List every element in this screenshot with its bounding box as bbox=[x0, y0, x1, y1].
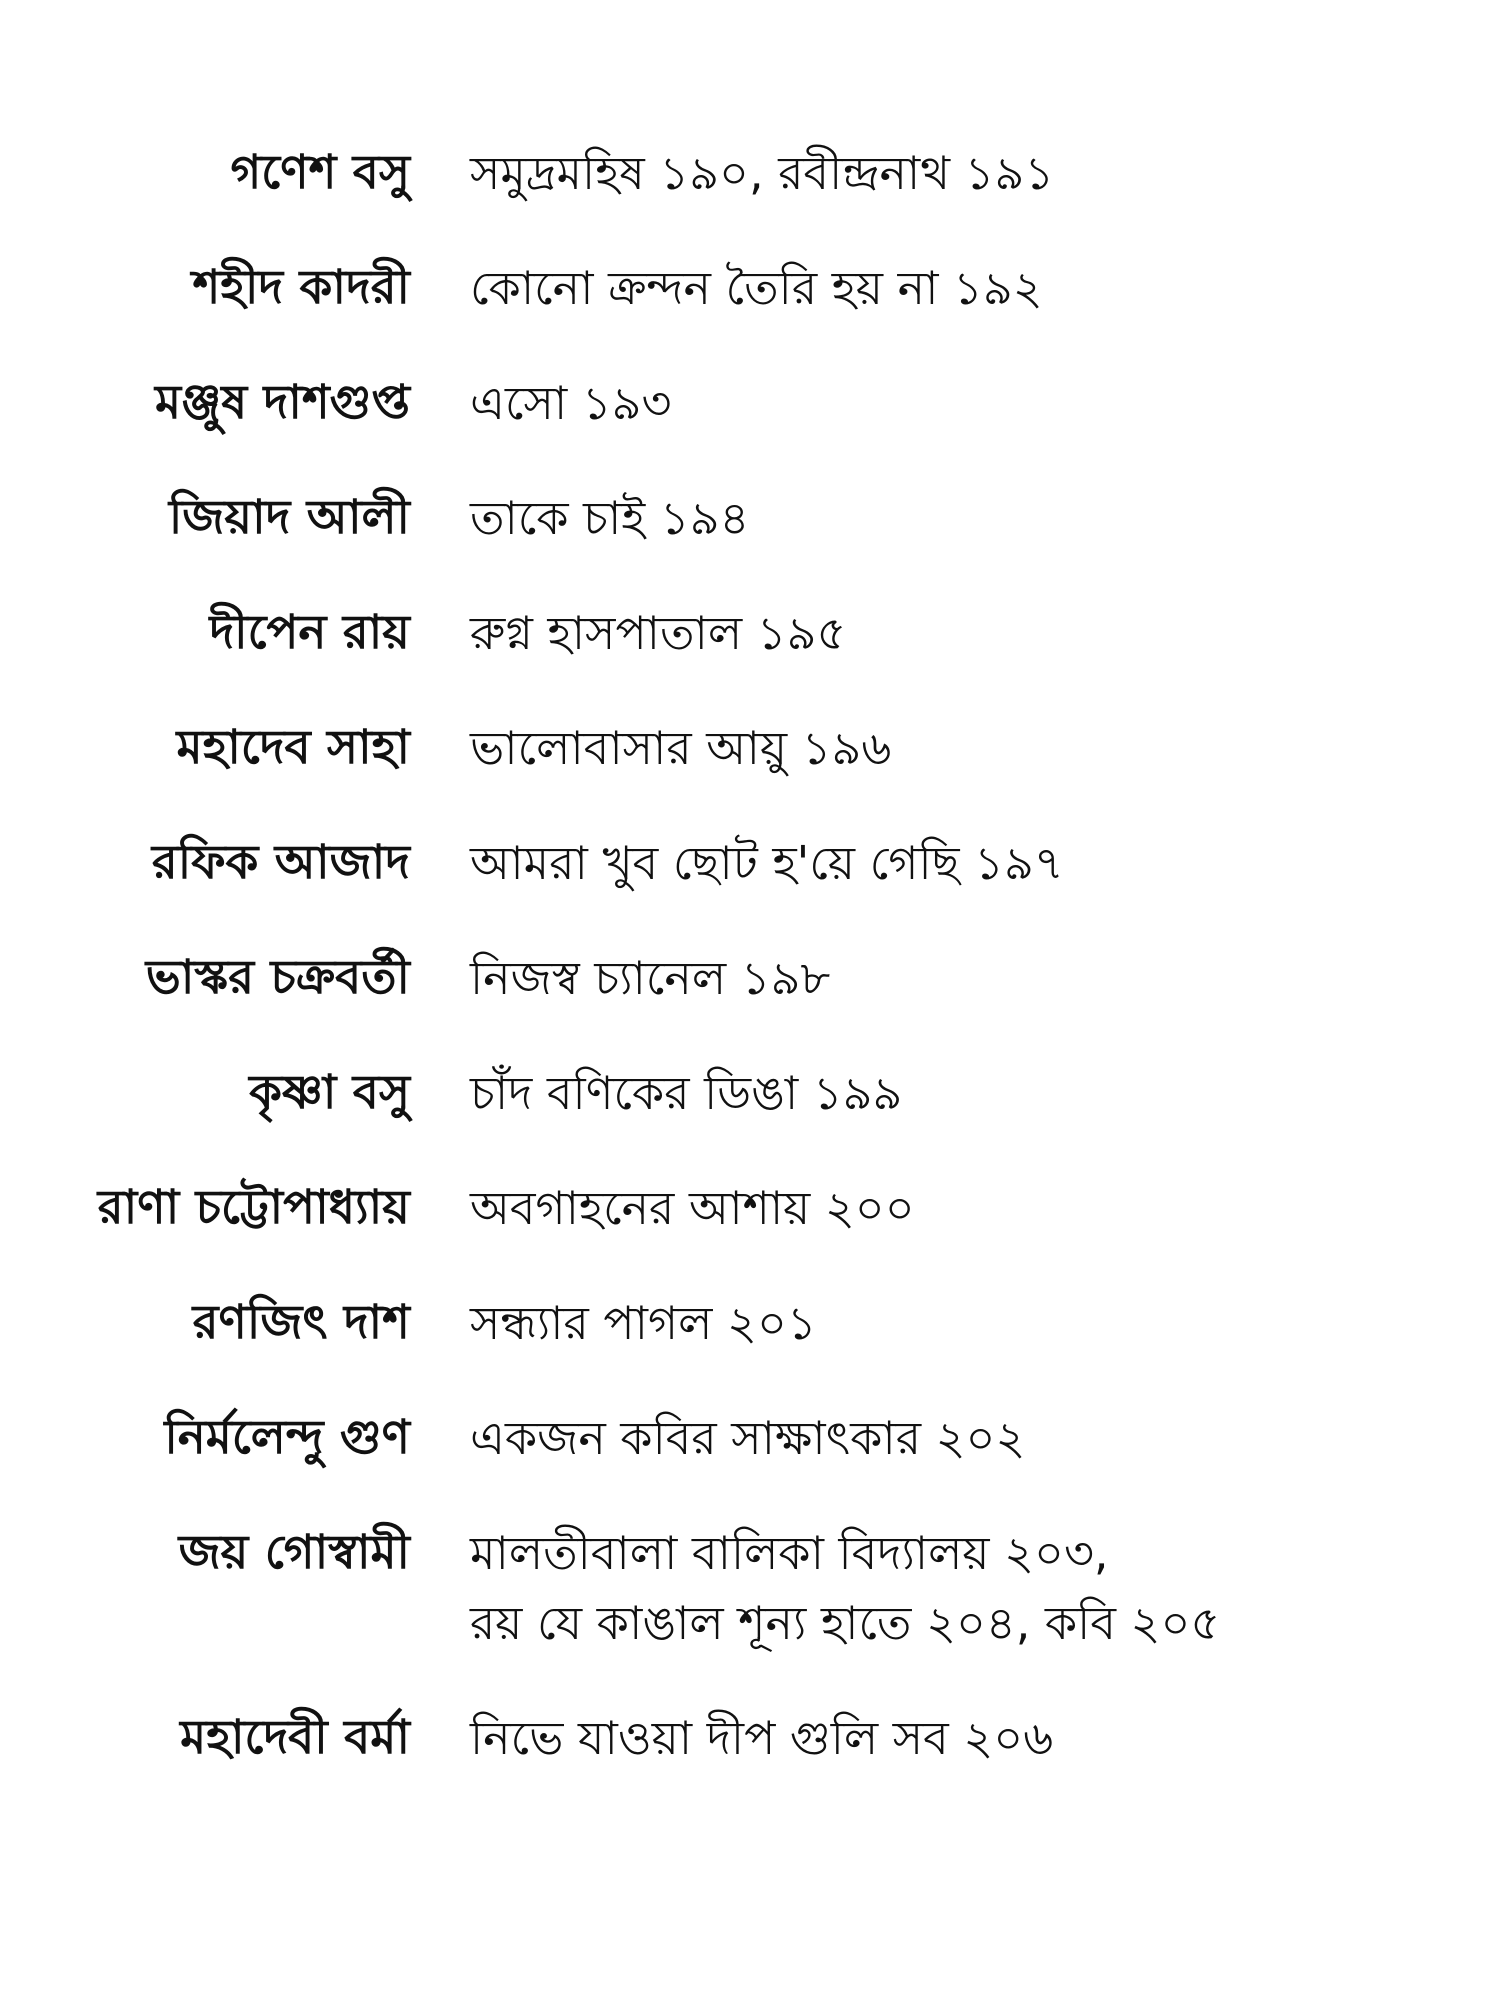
poem-line: সমুদ্রমহিষ ১৯০, রবীন্দ্রনাথ ১৯১ bbox=[470, 146, 1055, 200]
author-name: মঞ্জুষ দাশগুপ্ত bbox=[155, 375, 410, 430]
author-name: ভাস্কর চক্রবর্তী bbox=[145, 950, 410, 1005]
table-of-contents bbox=[0, 138, 1500, 1818]
poem-list bbox=[470, 1703, 1500, 1773]
author-name: জিয়াদ আলী bbox=[168, 490, 410, 545]
author-name: নির্মলেন্দু গুণ bbox=[164, 1410, 410, 1465]
toc-entry bbox=[0, 1403, 1500, 1518]
toc-entry bbox=[0, 943, 1500, 1058]
poem-line: মালতীবালা বালিকা বিদ্যালয় ২০৩, bbox=[470, 1526, 1109, 1580]
poem-line: তাকে চাই ১৯৪ bbox=[470, 491, 750, 545]
poem-line: নিভে যাওয়া দীপ গুলি সব ২০৬ bbox=[470, 1711, 1054, 1765]
author-name: কৃষ্ণা বসু bbox=[249, 1065, 410, 1120]
poem-list bbox=[470, 1403, 1500, 1473]
toc-entry bbox=[0, 828, 1500, 943]
author-name: জয় গোস্বামী bbox=[178, 1525, 410, 1580]
poem-list bbox=[470, 253, 1500, 323]
poem-line: এসো ১৯৩ bbox=[470, 376, 672, 430]
poem-line: নিজস্ব চ্যানেল ১৯৮ bbox=[470, 951, 831, 1005]
poem-line: চাঁদ বণিকের ডিঙা ১৯৯ bbox=[470, 1066, 903, 1120]
toc-entry bbox=[0, 1058, 1500, 1173]
toc-entry bbox=[0, 1703, 1500, 1818]
toc-entry bbox=[0, 1288, 1500, 1403]
poem-line: রুগ্ন হাসপাতাল ১৯৫ bbox=[470, 606, 847, 660]
poem-line: ভালোবাসার আয়ু ১৯৬ bbox=[470, 721, 892, 775]
poem-line: একজন কবির সাক্ষাৎকার ২০২ bbox=[470, 1411, 1026, 1465]
author-name: মহাদেব সাহা bbox=[176, 720, 410, 775]
toc-entry bbox=[0, 1173, 1500, 1288]
poem-list bbox=[470, 483, 1500, 553]
author-name: রফিক আজাদ bbox=[151, 835, 410, 890]
poem-line: আমরা খুব ছোট হ'য়ে গেছি ১৯৭ bbox=[470, 836, 1064, 890]
toc-entry bbox=[0, 253, 1500, 368]
poem-line: রয় যে কাঙাল শূন্য হাতে ২০৪, কবি ২০৫ bbox=[470, 1596, 1221, 1650]
toc-entry bbox=[0, 598, 1500, 713]
poem-list bbox=[470, 828, 1500, 898]
poem-list bbox=[470, 943, 1500, 1013]
author-name: গণেশ বসু bbox=[230, 145, 410, 200]
author-name: রণজিৎ দাশ bbox=[192, 1295, 410, 1350]
toc-entry bbox=[0, 368, 1500, 483]
poem-list bbox=[470, 1518, 1500, 1658]
poem-line: কোনো ক্রন্দন তৈরি হয় না ১৯২ bbox=[470, 261, 1043, 315]
poem-list bbox=[470, 138, 1500, 208]
poem-list bbox=[470, 1058, 1500, 1128]
author-name: দীপেন রায় bbox=[209, 605, 410, 660]
toc-entry bbox=[0, 1518, 1500, 1703]
toc-entry bbox=[0, 713, 1500, 828]
author-name: মহাদেবী বর্মা bbox=[180, 1710, 410, 1765]
poem-list bbox=[470, 1288, 1500, 1358]
poem-line: অবগাহনের আশায় ২০০ bbox=[470, 1181, 915, 1235]
poem-list bbox=[470, 598, 1500, 668]
poem-list bbox=[470, 1173, 1500, 1243]
toc-entry bbox=[0, 138, 1500, 253]
poem-line: সন্ধ্যার পাগল ২০১ bbox=[470, 1296, 817, 1350]
toc-entry bbox=[0, 483, 1500, 598]
author-name: রাণা চট্টোপাধ্যায় bbox=[97, 1180, 410, 1235]
poem-list bbox=[470, 368, 1500, 438]
poem-list bbox=[470, 713, 1500, 783]
author-name: শহীদ কাদরী bbox=[192, 260, 410, 315]
